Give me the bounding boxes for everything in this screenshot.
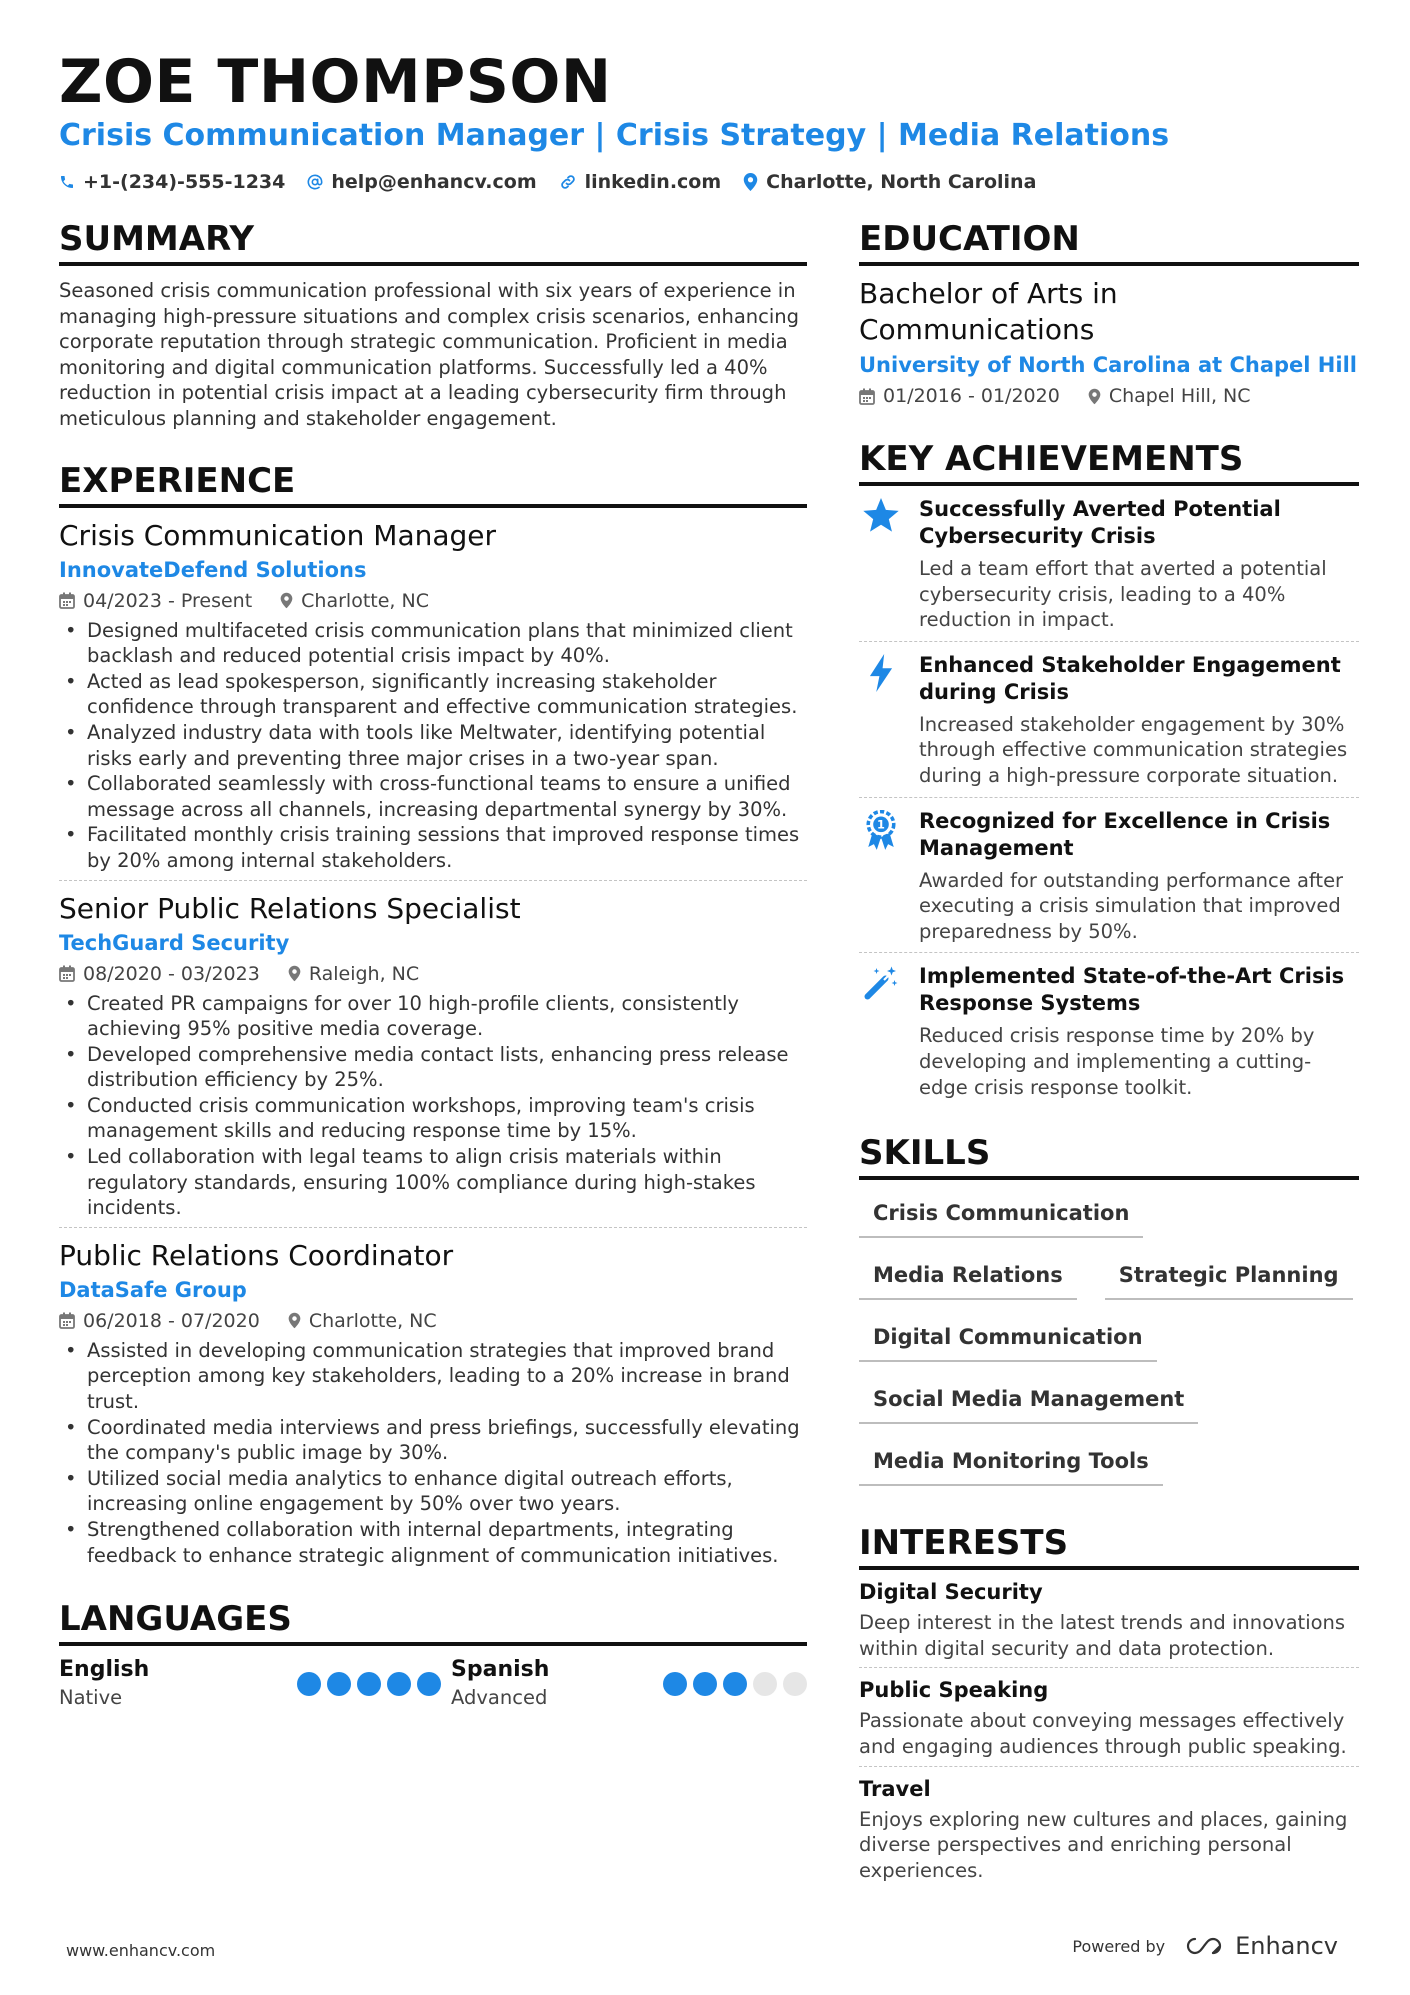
interest-entry — [859, 1570, 1359, 1667]
education-heading: EDUCATION — [859, 218, 1359, 266]
calendar-icon — [59, 592, 75, 609]
language-rating — [663, 1672, 807, 1696]
interests-section — [859, 1522, 1359, 1889]
interest-desc: Deep interest in the latest trends and innovations within digital security and data protection. — [859, 1611, 1346, 1660]
achievement-entry — [859, 952, 1359, 1108]
rating-dot-filled — [327, 1672, 351, 1696]
star-icon — [859, 496, 903, 633]
svg-text:1: 1 — [877, 817, 885, 832]
skill-tag: Digital Communication — [859, 1312, 1157, 1362]
job-title: Senior Public Relations Specialist — [59, 891, 521, 925]
location-pin-icon — [288, 1312, 301, 1329]
rating-dot-filled — [387, 1672, 411, 1696]
job-dates-text: 06/2018 - 07/2020 — [83, 1309, 260, 1332]
list-item: • Collaborated seamlessly with cross-functional teams to ensure a unified message across all channels, increasing departmental synergy by 30%. — [59, 771, 807, 822]
interest-desc: Passionate about conveying messages effectively and engaging audiences through public speaking. — [859, 1709, 1347, 1758]
job-location-text: Charlotte, NC — [301, 589, 429, 612]
left-column — [59, 218, 807, 1712]
contact-phone[interactable] — [59, 168, 285, 196]
job-bullets — [59, 618, 807, 874]
achievement-entry — [859, 641, 1359, 797]
interest-title: Travel — [859, 1776, 931, 1801]
language-name: Spanish — [451, 1657, 550, 1683]
contact-linkedin-text: linkedin.com — [584, 171, 722, 193]
job-dates — [59, 1307, 260, 1335]
achievement-title: Enhanced Stakeholder Engagement during Crisis — [919, 652, 1341, 704]
language-level: Native — [59, 1686, 123, 1710]
phone-icon — [59, 174, 75, 190]
rating-dot-filled — [357, 1672, 381, 1696]
rating-dot-filled — [723, 1672, 747, 1696]
experience-entry — [59, 508, 807, 880]
job-location — [288, 960, 419, 988]
interest-title: Public Speaking — [859, 1678, 1049, 1703]
location-pin-icon — [743, 173, 758, 191]
skill-tag: Media Relations — [859, 1250, 1077, 1300]
experience-entry — [59, 880, 807, 1227]
list-item: • Utilized social media analytics to enhance digital outreach efforts, increasing online engagement by 50% over two years. — [59, 1466, 807, 1517]
skills-section — [859, 1132, 1359, 1498]
enhancv-logo-icon — [1181, 1934, 1227, 1958]
language-level: Advanced — [451, 1686, 548, 1710]
experience-section — [59, 460, 807, 1575]
interest-entry — [859, 1766, 1359, 1890]
list-item: • Strengthened collaboration with internal departments, integrating feedback to enhance strategic alignment of communication initiatives. — [59, 1517, 807, 1568]
list-item: • Coordinated media interviews and press briefings, successfully elevating the company's public image by 30%. — [59, 1415, 807, 1466]
summary-section — [59, 218, 807, 432]
job-dates-text: 04/2023 - Present — [83, 589, 253, 612]
job-dates — [59, 960, 260, 988]
calendar-icon — [59, 965, 75, 982]
list-item: • Acted as lead spokesperson, significantly increasing stakeholder confidence through transparent and effective communication strategies. — [59, 669, 807, 720]
job-location-text: Charlotte, NC — [308, 1309, 437, 1332]
achievement-desc: Increased stakeholder engagement by 30% through effective communication strategies during a high-pressure corporate situation. — [919, 712, 1348, 787]
job-meta — [59, 960, 807, 988]
language-name: English — [59, 1657, 150, 1683]
summary-heading: SUMMARY — [59, 218, 807, 266]
magic-wand-icon — [859, 963, 903, 1100]
award-ribbon-icon — [859, 808, 903, 945]
list-item: • Developed comprehensive media contact lists, enhancing press release distribution efficiency by 25%. — [59, 1042, 807, 1093]
skill-tag: Social Media Management — [859, 1374, 1198, 1424]
skill-tag: Media Monitoring Tools — [859, 1436, 1163, 1486]
achievement-desc: Awarded for outstanding performance after executing a crisis simulation that improved preparedness by 50%. — [919, 868, 1344, 943]
contact-bar — [59, 168, 1036, 196]
location-pin-icon — [1088, 388, 1101, 405]
skill-tag: Strategic Planning — [1105, 1250, 1353, 1300]
job-location — [280, 587, 429, 615]
contact-email[interactable] — [307, 168, 536, 196]
location-pin-icon — [280, 592, 293, 609]
brand-name: Enhancv — [1235, 1932, 1338, 1960]
languages-section — [59, 1598, 807, 1712]
company-name: TechGuard Security — [59, 930, 290, 955]
language-rating — [297, 1672, 441, 1696]
rating-dot-filled — [297, 1672, 321, 1696]
rating-dot-empty — [753, 1672, 777, 1696]
job-bullets — [59, 1338, 807, 1568]
education-location-text: Chapel Hill, NC — [1108, 385, 1251, 407]
right-column — [859, 218, 1359, 1889]
interest-desc: Enjoys exploring new cultures and places, gaining diverse perspectives and enriching personal experiences. — [859, 1807, 1348, 1882]
contact-location-text: Charlotte, North Carolina — [766, 171, 1037, 193]
contact-phone-text: +1-(234)-555-1234 — [83, 171, 286, 193]
calendar-icon — [59, 1312, 75, 1329]
job-meta — [59, 587, 807, 615]
rating-dot-filled — [693, 1672, 717, 1696]
education-dates — [859, 382, 1060, 410]
candidate-headline: Crisis Communication Manager | Crisis Strategy | Media Relations — [59, 118, 1170, 153]
contact-linkedin[interactable] — [559, 168, 722, 196]
list-item: • Conducted crisis communication workshops, improving team's crisis management skills and reducing response time by 15%. — [59, 1093, 807, 1144]
list-item: • Analyzed industry data with tools like Meltwater, identifying potential risks early and preventing three major crises in a two-year span. — [59, 720, 807, 771]
interest-title: Digital Security — [859, 1580, 1043, 1605]
summary-text: Seasoned crisis communication professional with six years of experience in managing high-pressure situations and complex crisis scenarios, enhancing corporate reputation through strategic communication. Proficient in media monitoring and digital communication platforms. Successfully led a 40% reduction in potential crisis impact at a leading cybersecurity firm through meticulous planning and stakeholder engagement. — [59, 279, 800, 430]
calendar-icon — [859, 388, 875, 405]
contact-location — [743, 168, 1036, 196]
footer-branding — [1072, 1932, 1338, 1960]
experience-heading: EXPERIENCE — [59, 460, 807, 508]
list-item: • Led collaboration with legal teams to align crisis materials within regulatory standards, ensuring 100% compliance during high-stakes incidents. — [59, 1144, 807, 1221]
brand-logo[interactable] — [1181, 1932, 1338, 1960]
contact-email-text: help@enhancv.com — [331, 171, 537, 193]
education-dates-text: 01/2016 - 01/2020 — [883, 385, 1060, 407]
job-meta — [59, 1307, 807, 1335]
interests-heading: INTERESTS — [859, 1522, 1359, 1570]
footer-website[interactable]: www.enhancv.com — [66, 1941, 216, 1960]
rating-dot-filled — [663, 1672, 687, 1696]
achievement-title: Recognized for Excellence in Crisis Management — [919, 808, 1331, 860]
skills-list — [859, 1188, 1359, 1498]
education-section — [859, 218, 1359, 410]
rating-dot-empty — [783, 1672, 807, 1696]
achievements-section — [859, 438, 1359, 1108]
language-entry — [59, 1656, 451, 1712]
rating-dot-filled — [417, 1672, 441, 1696]
job-title: Crisis Communication Manager — [59, 518, 497, 552]
achievement-entry — [859, 797, 1359, 953]
list-item: • Created PR campaigns for over 10 high-profile clients, consistently achieving 95% positive media coverage. — [59, 991, 807, 1042]
achievement-desc: Reduced crisis response time by 20% by developing and implementing a cutting-edge crisis response toolkit. — [919, 1024, 1315, 1099]
achievement-title: Implemented State-of-the-Art Crisis Response Systems — [919, 964, 1345, 1016]
company-name: DataSafe Group — [59, 1277, 247, 1302]
link-icon — [559, 173, 577, 191]
education-degree: Bachelor of Arts in Communications — [859, 277, 1118, 346]
at-sign-icon — [307, 174, 323, 190]
education-school: University of North Carolina at Chapel Hill — [859, 353, 1357, 377]
achievement-title: Successfully Averted Potential Cybersecurity Crisis — [919, 497, 1281, 548]
candidate-name: ZOE THOMPSON — [59, 47, 612, 117]
job-location — [288, 1307, 437, 1335]
job-location-text: Raleigh, NC — [308, 962, 420, 985]
job-dates — [59, 587, 252, 615]
education-location — [1088, 382, 1251, 410]
education-meta — [859, 382, 1359, 410]
skill-tag: Crisis Communication — [859, 1188, 1143, 1238]
achievement-desc: Led a team effort that averted a potential cybersecurity crisis, leading to a 40% reduction in impact. — [919, 557, 1327, 632]
list-item: • Designed multifaceted crisis communication plans that minimized client backlash and reduced potential crisis impact by 40%. — [59, 618, 807, 669]
languages-heading: LANGUAGES — [59, 1598, 807, 1646]
powered-by-text: Powered by — [1072, 1936, 1166, 1956]
location-pin-icon — [288, 965, 301, 982]
list-item: • Assisted in developing communication strategies that improved brand perception among key stakeholders, leading to a 20% increase in brand trust. — [59, 1338, 807, 1415]
company-name: InnovateDefend Solutions — [59, 557, 367, 582]
languages-list — [59, 1656, 807, 1712]
list-item: • Facilitated monthly crisis training sessions that improved response times by 20% among internal stakeholders. — [59, 822, 807, 873]
interest-entry — [859, 1667, 1359, 1765]
experience-entry — [59, 1227, 807, 1574]
lightning-icon — [859, 652, 903, 789]
job-dates-text: 08/2020 - 03/2023 — [83, 962, 260, 985]
achievement-entry — [859, 486, 1359, 641]
skills-heading: SKILLS — [859, 1132, 1359, 1180]
language-entry — [451, 1656, 807, 1712]
job-bullets — [59, 991, 807, 1221]
job-title: Public Relations Coordinator — [59, 1238, 454, 1272]
achievements-heading: KEY ACHIEVEMENTS — [859, 438, 1359, 486]
